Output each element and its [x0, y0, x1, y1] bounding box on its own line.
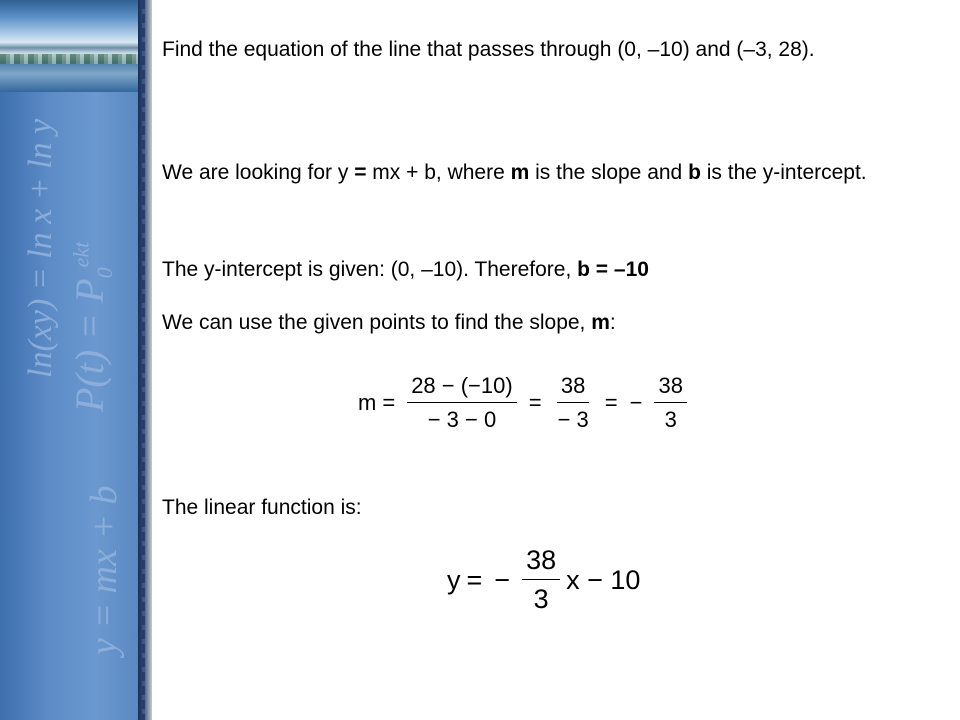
equals-sign: =: [466, 564, 483, 595]
minus-sign: −: [494, 564, 511, 595]
equals-sign: =: [528, 390, 542, 415]
linear-intro-text: The linear function is:: [162, 496, 362, 519]
question-text: Find the equation of the line that passes through (0, –10) and (–3, 28).: [162, 38, 815, 61]
sidebar-formula-growth: $P(t) = P_0^{ekt}$: [67, 241, 117, 412]
final-lhs: y: [447, 564, 461, 595]
wetland-photo: [0, 0, 138, 92]
slope-lhs: m: [358, 390, 377, 415]
fraction-1-numerator: 28 − (−10): [407, 373, 517, 403]
slope-intro-paragraph: We can use the given points to find the slope, m:: [162, 311, 616, 334]
fraction-2: [554, 373, 593, 433]
fraction-1-denominator: − 3 − 0: [427, 407, 497, 432]
final-fraction: [522, 545, 560, 615]
equals-sign: =: [604, 390, 618, 415]
minus-sign: −: [629, 390, 643, 415]
fraction-2-denominator: − 3: [557, 407, 589, 432]
final-equation: [447, 545, 640, 615]
decorative-sidebar: [0, 0, 152, 720]
setup-paragraph: We are looking for y = mx + b, where m is the slope and b is the y-intercept.: [162, 161, 867, 184]
fraction-3-denominator: 3: [664, 407, 677, 432]
fraction-2-numerator: 38: [557, 373, 589, 403]
sidebar-formula-line: y = mx + b: [83, 485, 125, 655]
intercept-paragraph: The y-intercept is given: (0, –10). Therefore, b = –10: [162, 258, 649, 281]
final-fraction-numerator: 38: [522, 545, 560, 580]
final-rest: x − 10: [566, 564, 641, 595]
sidebar-formula-log: ln(xy) = ln x + ln y: [22, 118, 59, 378]
fraction-3-numerator: 38: [654, 373, 686, 403]
fraction-1: [407, 373, 517, 433]
sidebar-edge: [138, 0, 152, 720]
final-fraction-denominator: 3: [533, 584, 549, 614]
fraction-3: [654, 373, 686, 433]
equals-sign: =: [382, 390, 396, 415]
slope-equation: [358, 373, 693, 433]
